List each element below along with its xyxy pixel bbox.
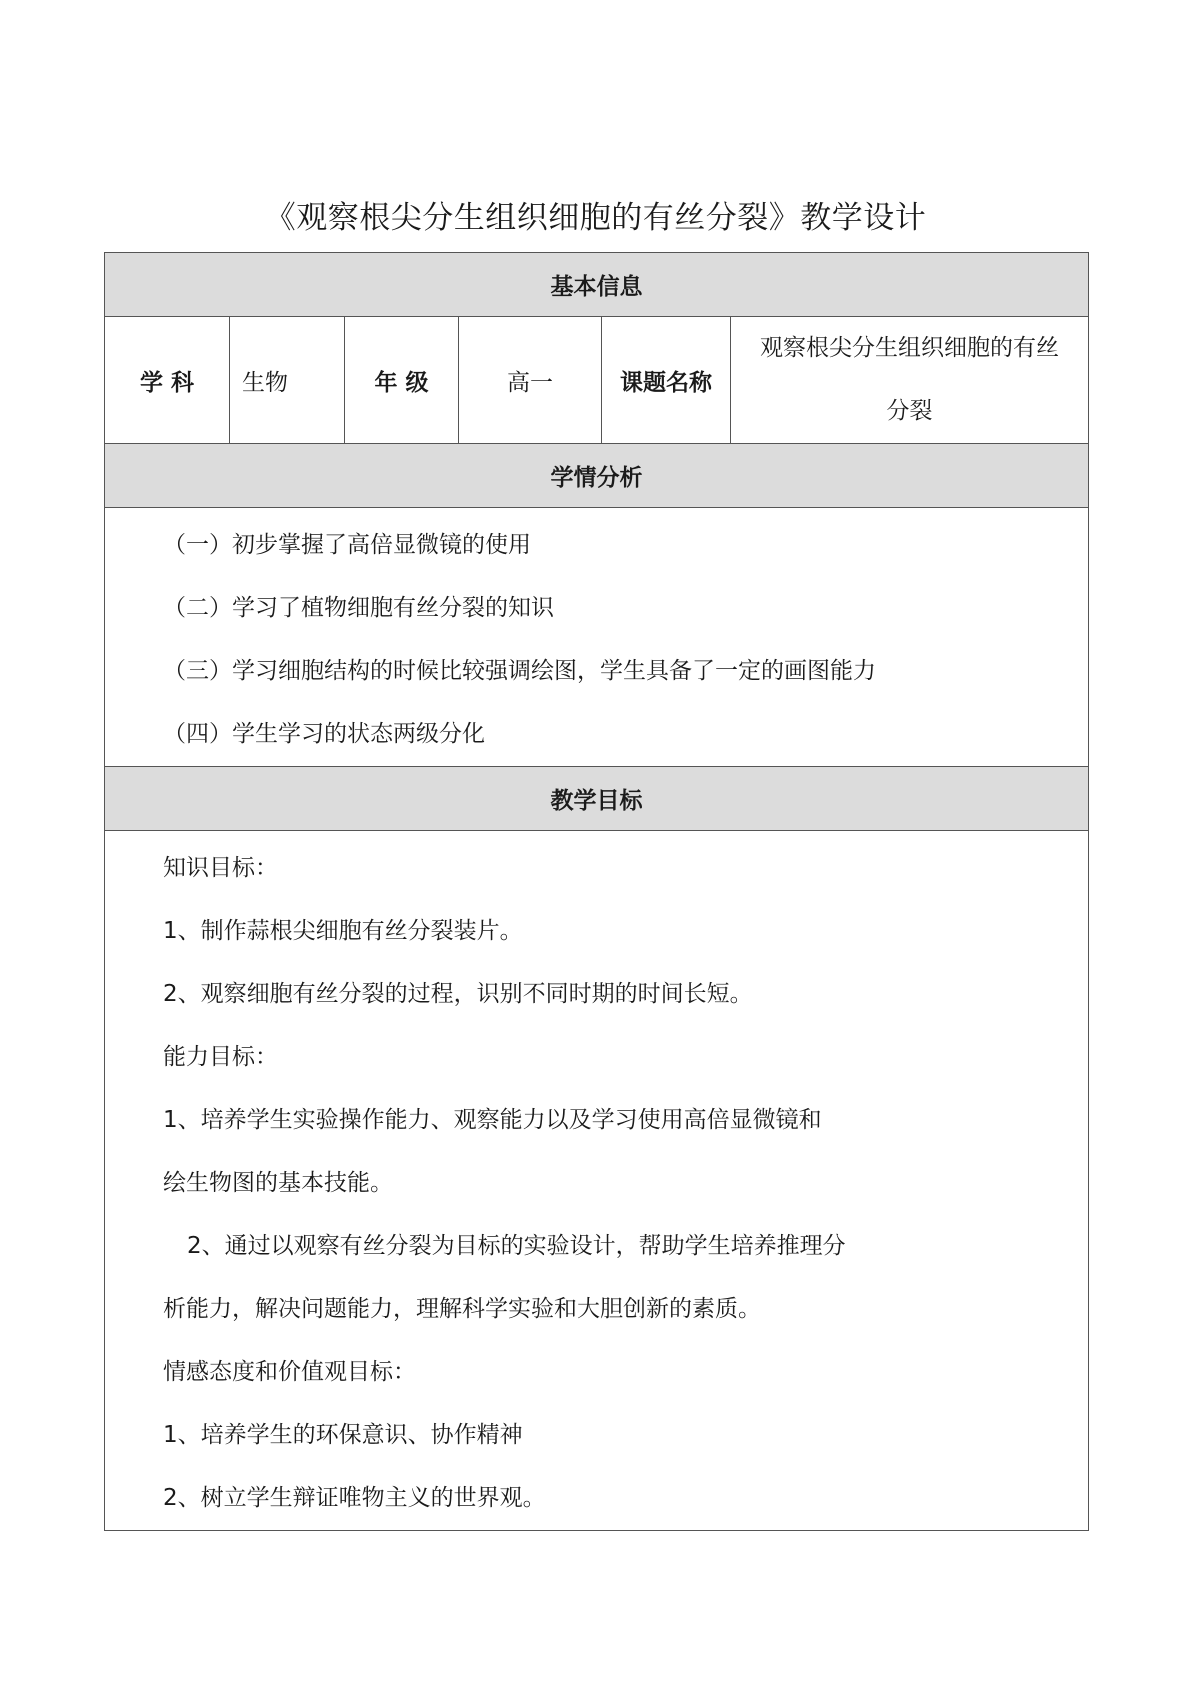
analysis-item: （二）学习了植物细胞有丝分裂的知识: [163, 595, 554, 621]
goal-line: 绘生物图的基本技能。: [163, 1170, 393, 1196]
topic-value-line-1: 观察根尖分生组织细胞的有丝: [760, 335, 1059, 361]
goal-heading-ability: 能力目标：: [163, 1044, 278, 1070]
goal-line: 析能力，解决问题能力，理解科学实验和大胆创新的素质。: [163, 1296, 761, 1322]
analysis-item: （一）初步掌握了高倍显微镜的使用: [163, 532, 531, 558]
goal-heading-attitude: 情感态度和价值观目标：: [163, 1359, 416, 1385]
grade-label: 年 级: [345, 317, 459, 444]
basic-info-row: [105, 317, 1089, 444]
analysis-item: （三）学习细胞结构的时候比较强调绘图，学生具备了一定的画图能力: [163, 658, 876, 684]
topic-label: 课题名称: [602, 317, 731, 444]
analysis-header-row: [105, 444, 1089, 508]
analysis-header: 学情分析: [105, 444, 1089, 508]
goals-header: 教学目标: [105, 767, 1089, 831]
goals-content-row: [105, 831, 1089, 1531]
goals-content: [105, 831, 1089, 1531]
goal-line: 2、观察细胞有丝分裂的过程，识别不同时期的时间长短。: [163, 981, 753, 1007]
goal-line: 1、培养学生实验操作能力、观察能力以及学习使用高倍显微镜和: [163, 1107, 822, 1133]
goal-line: 1、制作蒜根尖细胞有丝分裂装片。: [163, 918, 523, 944]
subject-value: 生物: [230, 317, 345, 444]
analysis-content: [105, 508, 1089, 767]
goal-line: 2、通过以观察有丝分裂为目标的实验设计，帮助学生培养推理分: [187, 1233, 846, 1259]
analysis-content-row: [105, 508, 1089, 767]
topic-value: [731, 317, 1089, 444]
topic-value-line-2: 分裂: [886, 398, 933, 424]
goal-line: 2、树立学生辩证唯物主义的世界观。: [163, 1485, 546, 1511]
goal-heading-knowledge: 知识目标：: [163, 855, 278, 881]
goals-header-row: [105, 767, 1089, 831]
goal-line: 1、培养学生的环保意识、协作精神: [163, 1422, 523, 1448]
basic-info-header-row: [105, 253, 1089, 317]
lesson-design-table: [104, 252, 1089, 1531]
grade-value: 高一: [459, 317, 602, 444]
subject-label: 学 科: [105, 317, 230, 444]
document-title: 《观察根尖分生组织细胞的有丝分裂》教学设计: [264, 200, 927, 236]
analysis-item: （四）学生学习的状态两级分化: [163, 721, 485, 747]
basic-info-header: 基本信息: [105, 253, 1089, 317]
